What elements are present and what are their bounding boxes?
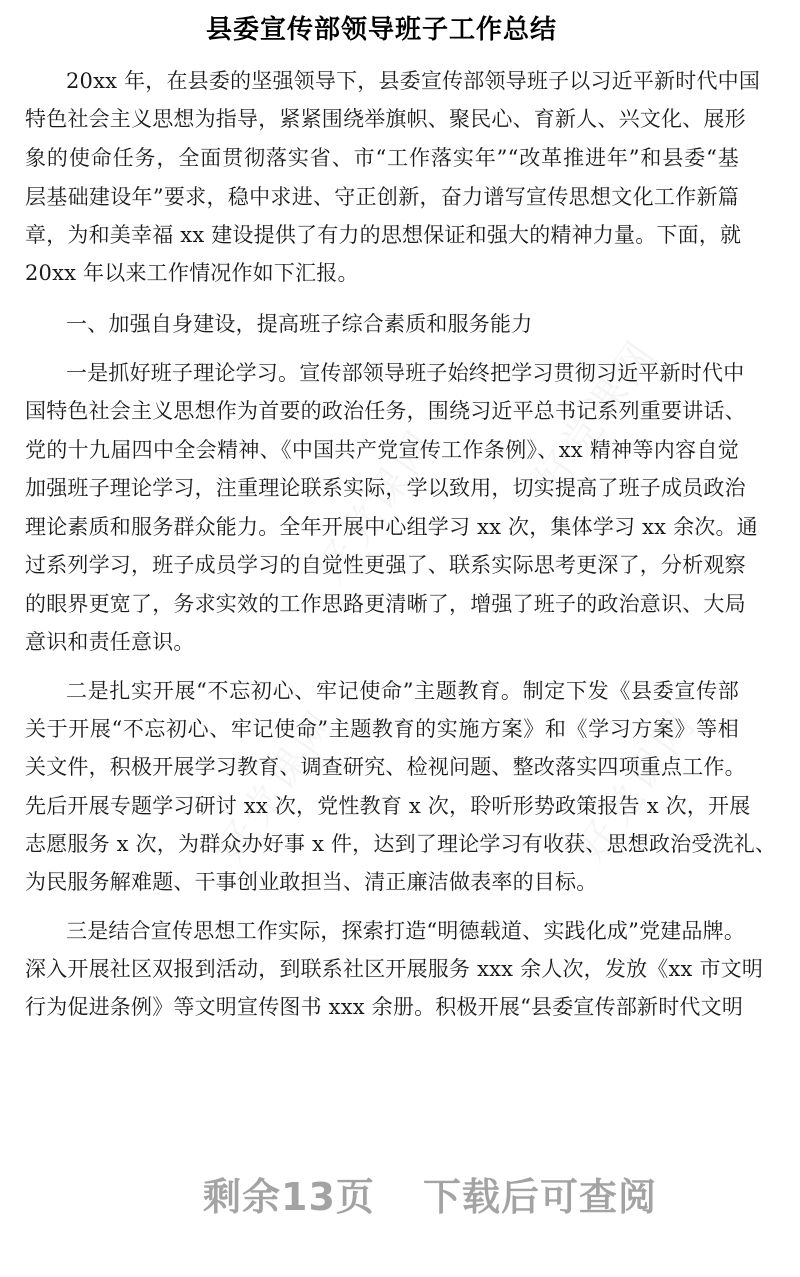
paragraph-line: 行为促进条例》等文明宣传图书 xxx 余册。积极开展“县委宣传部新时代文明 — [25, 995, 744, 1019]
download-hint-label: 下载后可查阅 — [422, 1175, 657, 1219]
paragraph-line: 为民服务解难题、干事创业敢担当、清正廉洁做表率的目标。 — [25, 870, 598, 894]
paragraph-line: 的眼界更宽了，务求实效的工作思路更清晰了，增强了班子的政治意识、大局 — [25, 592, 746, 616]
paragraph-line: 过系列学习，班子成员学习的自觉性更强了、联系实际思考更深了，分析观察 — [25, 553, 746, 577]
document-title: 县委宣传部领导班子工作总结 — [205, 15, 557, 45]
paragraph-line: 20xx 年，在县委的坚强领导下，县委宣传部领导班子以习近平新时代中国 — [66, 69, 761, 93]
paragraph-line: 志愿服务 x 次，为群众办好事 x 件，达到了理论学习有收获、思想政治受洗礼、 — [25, 832, 777, 856]
paragraph-line: 先后开展专题学习研讨 xx 次，党性教育 x 次，聆听形势政策报告 x 次，开展 — [25, 794, 751, 818]
paragraph-line: 国特色社会主义思想作为首要的政治任务，围绕习近平总书记系列重要讲话、 — [25, 399, 746, 423]
remaining-pages-label: 剩余13页 — [203, 1175, 375, 1219]
paragraph-line: 一是抓好班子理论学习。宣传部领导班子始终把学习贯彻习近平新时代中 — [66, 361, 745, 385]
paragraph-line: 党的十九届四中全会精神、《中国共产党宣传工作条例》、xx 精神等内容自觉 — [25, 438, 739, 462]
paragraph-line: 关文件，积极开展学习教育、调查研究、检视问题、整改落实四项重点工作。 — [25, 755, 746, 779]
paragraph-line: 关于开展“不忘初心、牢记使命”主题教育的实施方案》和《学习方案》等相 — [25, 717, 739, 741]
download-prompt[interactable] — [0, 1172, 800, 1222]
paragraph-line: 理论素质和服务群众能力。全年开展中心组学习 xx 次，集体学习 xx 余次。通 — [25, 515, 758, 539]
paragraph-line: 二是扎实开展“不忘初心、牢记使命”主题教育。制定下发《县委宣传部 — [66, 679, 739, 703]
paragraph-line: 三是结合宣传思想工作实际，探索打造“明德载道、实践化成”党建品牌。 — [66, 919, 746, 943]
section-heading: 一、加强自身建设，提高班子综合素质和服务能力 — [66, 312, 533, 336]
paragraph-line: 章，为和美幸福 xx 建设提供了有力的思想保证和强大的精神力量。下面，就 — [25, 223, 742, 247]
paragraph-line: 20xx 年以来工作情况作如下汇报。 — [25, 261, 359, 285]
paragraph-line: 意识和责任意识。 — [25, 630, 195, 654]
paragraph-line: 特色社会主义思想为指导，紧紧围绕举旗帜、聚民心、育新人、兴文化、展形 — [25, 107, 746, 131]
paragraph-line: 加强班子理论学习，注重理论联系实际，学以致用，切实提高了班子成员政治 — [25, 476, 746, 500]
paragraph-line: 深入开展社区双报到活动，到联系社区开展服务 xxx 余人次，发放《xx 市文明 — [25, 957, 764, 981]
paragraph-line: 象的使命任务，全面贯彻落实省、市“工作落实年”“改革推进年”和县委“基 — [25, 146, 739, 170]
paragraph-line: 层基础建设年”要求，稳中求进、守正创新，奋力谱写宣传思想文化工作新篇 — [25, 185, 739, 209]
